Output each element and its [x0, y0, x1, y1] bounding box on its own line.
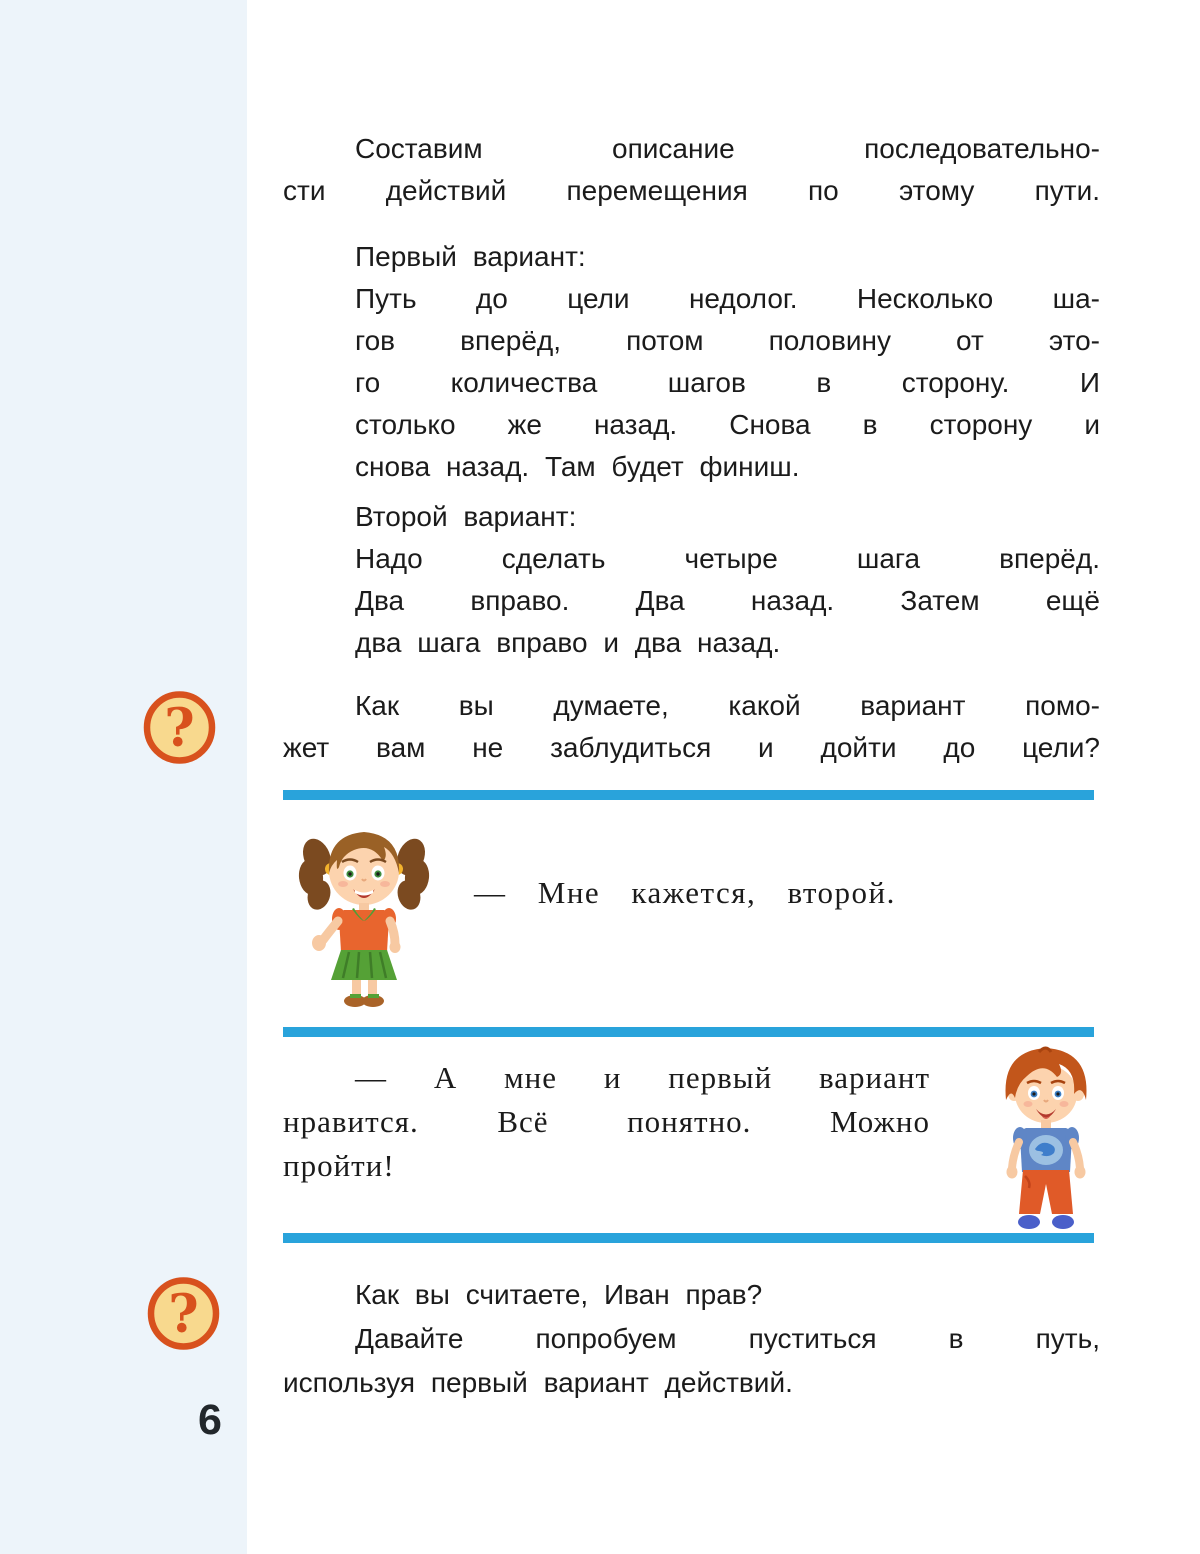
text-line: пройти! — [283, 1148, 395, 1183]
variant1-block — [355, 236, 1100, 488]
text-line: жет вам не заблудиться и дойти до цели? — [283, 732, 1100, 763]
question1-paragraph — [283, 685, 1100, 769]
question-mark-icon — [147, 1277, 220, 1350]
text-line: — А мне и первый вариант — [355, 1060, 930, 1095]
question-glyph: ? — [168, 1284, 199, 1345]
text-line: Как вы думаете, какой вариант помо- — [355, 690, 1100, 721]
variant1-title: Первый вариант: — [355, 241, 586, 272]
divider-line — [283, 790, 1094, 800]
divider-line — [283, 1233, 1094, 1243]
boy-character-image — [987, 1036, 1105, 1237]
text-line: столько же назад. Снова в сторону и — [355, 409, 1100, 440]
text-line: нравится. Всё понятно. Можно — [283, 1104, 930, 1139]
text-line: Путь до цели недолог. Несколько ша- — [355, 283, 1100, 314]
text-line: Два вправо. Два назад. Затем ещё — [355, 585, 1100, 616]
text-line: Давайте попробуем пуститься в путь, — [355, 1323, 1100, 1354]
text-line: два шага вправо и два назад. — [355, 627, 781, 658]
question-mark-icon — [143, 691, 216, 764]
text-line: Как вы считаете, Иван прав? — [355, 1279, 763, 1310]
text-line: гов вперёд, потом половину от это- — [355, 325, 1100, 356]
text-line: сти действий перемещения по этому пути. — [283, 175, 1100, 206]
intro-paragraph — [283, 128, 1100, 212]
dialogue-girl: — Мне кажется, второй. — [474, 875, 896, 910]
question2-paragraph — [283, 1273, 1100, 1405]
dialogue-boy — [283, 1056, 930, 1188]
variant2-title: Второй вариант: — [355, 501, 577, 532]
text-line: снова назад. Там будет финиш. — [355, 451, 800, 482]
girl-character-image — [296, 813, 432, 1014]
variant2-block — [355, 496, 1100, 664]
divider-line — [283, 1027, 1094, 1037]
text-line: используя первый вариант действий. — [283, 1367, 793, 1398]
text-line: Составим описание последовательно- — [355, 133, 1100, 164]
question-glyph: ? — [164, 698, 195, 759]
page-number: 6 — [198, 1396, 222, 1444]
text-line: го количества шагов в сторону. И — [355, 367, 1100, 398]
text-line: Надо сделать четыре шага вперёд. — [355, 543, 1100, 574]
